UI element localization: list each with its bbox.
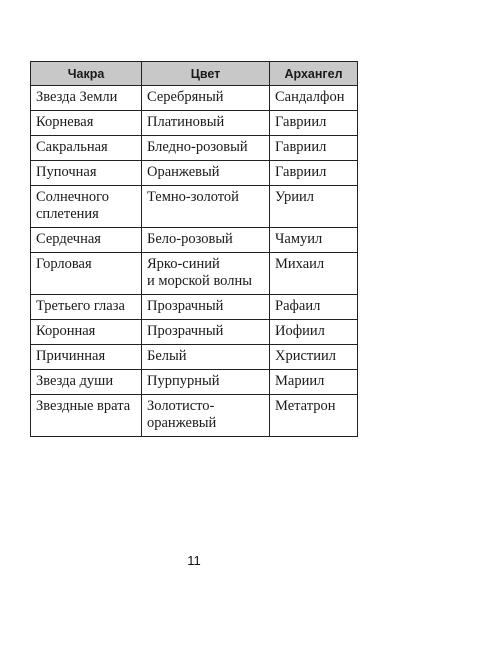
table-row <box>31 186 358 228</box>
cell-text: Прозрачный <box>147 298 224 314</box>
cell-text: Звезда души <box>36 373 114 389</box>
cell-color <box>142 395 270 437</box>
cell-text: Михаил <box>275 256 325 272</box>
cell-text: Ярко-синий и морской волны <box>147 256 252 289</box>
cell-color <box>142 370 270 395</box>
cell-text: Рафаил <box>275 298 321 314</box>
cell-text: Коронная <box>36 323 96 339</box>
cell-text: Платиновый <box>147 114 225 130</box>
cell-archangel <box>270 253 358 295</box>
cell-chakra <box>31 395 142 437</box>
header-chakra: Чакра <box>31 62 142 86</box>
chakra-table-container <box>30 61 358 437</box>
cell-archangel <box>270 345 358 370</box>
cell-text: Белый <box>147 348 187 364</box>
cell-color <box>142 228 270 253</box>
cell-text: Темно-золотой <box>147 189 239 205</box>
cell-color <box>142 253 270 295</box>
cell-color <box>142 111 270 136</box>
table-row <box>31 161 358 186</box>
cell-color <box>142 136 270 161</box>
cell-text: Прозрачный <box>147 323 224 339</box>
cell-text: Сакральная <box>36 139 108 155</box>
cell-chakra <box>31 345 142 370</box>
cell-text: Пупочная <box>36 164 97 180</box>
page-number: 11 <box>187 553 201 568</box>
cell-color <box>142 320 270 345</box>
cell-archangel <box>270 161 358 186</box>
cell-text: Иофиил <box>275 323 325 339</box>
cell-chakra <box>31 228 142 253</box>
cell-color <box>142 86 270 111</box>
header-color: Цвет <box>142 62 270 86</box>
cell-text: Бело-розовый <box>147 231 233 247</box>
table-row <box>31 370 358 395</box>
cell-archangel <box>270 295 358 320</box>
cell-chakra <box>31 370 142 395</box>
cell-color <box>142 186 270 228</box>
table-row <box>31 295 358 320</box>
table-row <box>31 86 358 111</box>
cell-archangel <box>270 86 358 111</box>
cell-chakra <box>31 136 142 161</box>
header-row <box>31 62 358 86</box>
cell-chakra <box>31 320 142 345</box>
cell-archangel <box>270 136 358 161</box>
header-archangel: Архангел <box>270 62 358 86</box>
cell-chakra <box>31 253 142 295</box>
cell-text: Корневая <box>36 114 94 130</box>
table-header <box>31 62 358 86</box>
chakra-table <box>30 61 358 437</box>
cell-text: Гавриил <box>275 114 327 130</box>
cell-text: Третьего глаза <box>36 298 125 314</box>
cell-color <box>142 161 270 186</box>
cell-text: Серебряный <box>147 89 224 105</box>
cell-archangel <box>270 186 358 228</box>
cell-text: Чамуил <box>275 231 323 247</box>
table-body <box>31 86 358 437</box>
cell-text: Звездные врата <box>36 398 131 414</box>
cell-color <box>142 345 270 370</box>
table-row <box>31 345 358 370</box>
cell-archangel <box>270 320 358 345</box>
cell-text: Оранжевый <box>147 164 220 180</box>
table-row <box>31 111 358 136</box>
cell-text: Солнечного сплетения <box>36 189 109 222</box>
cell-text: Метатрон <box>275 398 336 414</box>
cell-text: Звезда Земли <box>36 89 118 105</box>
cell-text: Уриил <box>275 189 314 205</box>
cell-text: Золотисто- оранжевый <box>147 398 217 431</box>
cell-text: Мариил <box>275 373 325 389</box>
cell-text: Гавриил <box>275 164 327 180</box>
cell-text: Сандалфон <box>275 89 345 105</box>
cell-archangel <box>270 111 358 136</box>
cell-text: Христиил <box>275 348 337 364</box>
cell-text: Сердечная <box>36 231 101 247</box>
cell-chakra <box>31 86 142 111</box>
table-row <box>31 136 358 161</box>
cell-chakra <box>31 295 142 320</box>
table-row <box>31 253 358 295</box>
cell-chakra <box>31 186 142 228</box>
cell-archangel <box>270 370 358 395</box>
cell-chakra <box>31 111 142 136</box>
cell-text: Бледно-розовый <box>147 139 248 155</box>
cell-text: Причинная <box>36 348 106 364</box>
table-row <box>31 320 358 345</box>
cell-text: Гавриил <box>275 139 327 155</box>
cell-archangel <box>270 228 358 253</box>
cell-text: Пурпурный <box>147 373 220 389</box>
table-row <box>31 228 358 253</box>
cell-text: Горловая <box>36 256 92 272</box>
cell-archangel <box>270 395 358 437</box>
cell-color <box>142 295 270 320</box>
cell-chakra <box>31 161 142 186</box>
table-row <box>31 395 358 437</box>
